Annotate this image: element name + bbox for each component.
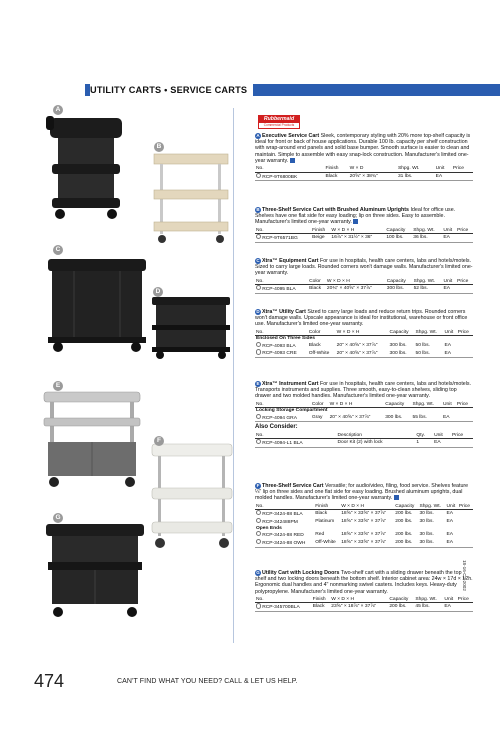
col-header: Price	[456, 279, 473, 285]
warranty-icon	[290, 158, 295, 163]
cart-photo-e	[40, 388, 144, 488]
product-d	[255, 309, 473, 358]
col-header: Shpg. Wt.	[397, 166, 435, 172]
product-name: Utility Cart with Locking Doors	[262, 570, 340, 576]
photo-label-e: E	[53, 381, 63, 391]
table-row: RCP-4093 BLA Black 20" × 40⅝" × 37⅞" 300 lbs. 50 lbs. EA	[255, 342, 473, 350]
col-header: Unit	[433, 433, 451, 439]
product-letter: C	[256, 258, 260, 263]
product-e	[255, 381, 473, 448]
product-name: Xtra™ Instrument Cart	[262, 381, 319, 387]
product-letter: E	[256, 381, 260, 386]
product-g	[255, 570, 473, 612]
spec-table	[255, 504, 473, 548]
catalog-code: 18-16-C2-2002	[462, 560, 467, 591]
product-description: For use in hospitals, health care centers, labs and hotels/motels. Transports instruments and supplies. Three smooth, easy-to-clean shelves, sliding top drawer and two molded handles. Manufacturer's limited one-year warranty.	[255, 381, 472, 400]
col-header: No.	[255, 166, 324, 172]
col-header: Price	[452, 166, 473, 172]
spec-table	[255, 597, 473, 612]
col-header: No.	[255, 402, 311, 408]
col-header: Price	[456, 228, 473, 234]
col-header: Unit	[442, 228, 456, 234]
table-row: RCP-345700BLA Black 23⅝" × 18⅞" × 37⅞" 200 lbs. 45 lbs. EA	[255, 603, 473, 612]
product-name: Three-Shelf Service Cart with Brushed Aluminum Uprights	[262, 207, 409, 213]
product-description: Ideal for office use. Shelves have one flat side for easy loading; lip on three sides. Easy to assemble. Manufacturer's limited one-year warranty.	[255, 207, 456, 226]
col-header: No.	[255, 228, 311, 234]
table-subhead: Locking Storage Compartment	[256, 408, 328, 414]
col-header: Color	[311, 402, 329, 408]
logo-tagline: Commercial Products	[259, 123, 299, 128]
col-header: Finish	[314, 504, 340, 510]
photo-label-d: D	[153, 287, 163, 297]
checkbox-icon[interactable]	[256, 510, 261, 515]
col-header: Unit	[444, 330, 457, 336]
col-header: W × D × H	[330, 228, 385, 234]
col-header: W × D × H	[336, 330, 389, 336]
col-header: No.	[255, 504, 314, 510]
photo-label-f: F	[154, 436, 164, 446]
table-row: RCP-3424-88 BLA Black 18⅝" × 33⅝" × 37⅞" 200 lbs. 30 lbs. EA	[255, 510, 473, 518]
col-header: Capacity	[385, 228, 412, 234]
checkbox-icon[interactable]	[256, 173, 261, 178]
col-header: Unit	[435, 166, 452, 172]
col-header: Finish	[311, 228, 330, 234]
col-header: Description	[336, 433, 415, 439]
checkbox-icon[interactable]	[256, 414, 261, 419]
checkbox-icon[interactable]	[256, 518, 261, 523]
cart-photo-d	[150, 295, 232, 360]
col-header: Capacity	[386, 279, 413, 285]
table-row: RCP-3424-88 OWH Off-White 18⅝" × 33⅝" × 37⅞" 200 lbs. 30 lbs. EA	[255, 539, 473, 547]
spec-table	[255, 330, 473, 359]
product-description: Sized to carry large loads and reduce return trips. Rounded corners won't damage walls. Upscale appearance is ideal for institutional, warehouse or front office use. Manufacturer's limited one-year warranty.	[255, 309, 468, 328]
product-name: Xtra™ Utility Cart	[262, 309, 306, 315]
product-description: Two-shelf cart with a sliding drawer beneath the top shelf and two locking doors beneath the bottom shelf. Interior cabinet area: 24w × 17d × 12h. Ergonomic dual handles and 4" nonmarking swivel casters. Includes keys. Heavy-duty polypropylene. Manufacturer's limited one-year warranty.	[255, 570, 473, 595]
checkbox-icon[interactable]	[256, 342, 261, 347]
logo-brand: Rubbermaid	[263, 116, 295, 122]
table-subhead: Open Ends	[256, 525, 282, 531]
product-letter: B	[256, 207, 260, 212]
col-header: Shpg. Wt.	[414, 597, 443, 603]
col-header: Price	[451, 433, 473, 439]
product-description: Sleek, contemporary styling with 20% more top-shelf capacity is ideal for front or back of house applications. Durable 100 lb. capacity per shelf construction with wrap-around end panels and solid base bumper. Smooth surface is easier to clean and maintain. Simple to assemble with easy snap-lock construction. Manufacturer's limited one-year warranty.	[255, 133, 471, 164]
warranty-icon	[353, 219, 358, 224]
product-description: Versatile; for audio/video, filing, food service. Shelves feature ¼" lip on three sides and one flat side for easy loading. Brushed aluminum uprights, dual molded handles. Manufacturer's limited one-year warranty.	[255, 483, 469, 502]
col-header: Shpg. Wt.	[412, 228, 442, 234]
photo-label-a: A	[53, 105, 63, 115]
spec-table	[255, 166, 473, 181]
col-header: W × D	[349, 166, 397, 172]
spec-table	[255, 279, 473, 294]
cart-photo-c	[42, 255, 152, 353]
cart-photo-g	[42, 520, 148, 620]
table-subhead: Enclosed On Three Sides	[256, 336, 315, 342]
cart-photo-f	[150, 440, 234, 550]
product-name: Executive Service Cart	[262, 133, 320, 139]
table-row: RCP-9T6571BG Beige 16⅞" × 31½" × 36" 100 lbs. 36 lbs. EA	[255, 234, 473, 243]
product-c	[255, 258, 473, 294]
checkbox-icon[interactable]	[256, 234, 261, 239]
product-f	[255, 483, 473, 548]
col-header: Finish	[312, 597, 331, 603]
col-header: Unit	[442, 402, 456, 408]
page-title: UTILITY CARTS • SERVICE CARTS	[90, 84, 253, 96]
rubbermaid-logo	[258, 115, 300, 129]
also-consider-table	[255, 433, 473, 448]
col-header: W × D × H	[330, 597, 388, 603]
page-number: 474	[34, 671, 65, 691]
checkbox-icon[interactable]	[256, 285, 261, 290]
col-header: Shpg. Wt.	[412, 402, 442, 408]
checkbox-icon[interactable]	[256, 531, 261, 536]
col-header: Unit	[443, 597, 456, 603]
col-header: Finish	[324, 166, 348, 172]
checkbox-icon[interactable]	[256, 539, 261, 544]
col-header: No.	[255, 433, 336, 439]
col-header: W × D × H	[340, 504, 394, 510]
spec-table	[255, 402, 473, 423]
col-header: Shpg. Wt.	[413, 279, 443, 285]
product-letter: F	[256, 483, 260, 488]
photo-label-g: G	[53, 513, 63, 523]
col-header: Color	[308, 330, 336, 336]
col-header: Shpg. Wt.	[418, 504, 445, 510]
also-consider-title: Also Consider:	[255, 424, 298, 431]
col-header: Unit	[443, 279, 457, 285]
spec-table	[255, 228, 473, 243]
table-row: RCP-4094 GRA Gray 20" × 40⅝" × 37⅞" 300 lbs. 55 lbs. EA	[255, 414, 473, 422]
product-a	[255, 133, 473, 181]
col-header: No.	[255, 279, 308, 285]
checkbox-icon[interactable]	[256, 439, 261, 444]
product-name: Xtra™ Equipment Cart	[262, 258, 319, 264]
col-header: Price	[457, 597, 473, 603]
cart-photo-b	[152, 150, 230, 245]
col-header: Color	[308, 279, 326, 285]
table-row: RCP-4093 CRE Off-White 20" × 40⅝" × 37⅞" 300 lbs. 50 lbs. EA	[255, 349, 473, 357]
table-row: RCP-342488PM Platinum 18⅝" × 33⅝" × 37⅞" 200 lbs. 30 lbs. EA	[255, 518, 473, 526]
col-header: W × D × H	[329, 402, 385, 408]
table-row: RCP-4094-L1 BLA Door Kit (2) with lock 1 EA	[255, 439, 473, 448]
table-row: RCP-3424-88 RED Red 18⅝" × 33⅝" × 37⅞" 200 lbs. 30 lbs. EA	[255, 531, 473, 539]
col-header: Capacity	[389, 330, 415, 336]
product-letter: D	[256, 309, 260, 314]
checkbox-icon[interactable]	[256, 603, 261, 608]
checkbox-icon[interactable]	[256, 349, 261, 354]
col-header: No.	[255, 330, 308, 336]
col-header: Price	[456, 402, 473, 408]
table-row: RCP-4095 BLA Black 20¾" × 40⅝" × 37⅞" 300 lbs. 52 lbs. EA	[255, 285, 473, 294]
col-header: Qty.	[415, 433, 433, 439]
column-divider	[233, 108, 234, 643]
product-letter: G	[256, 570, 260, 575]
col-header: Price	[457, 330, 473, 336]
warranty-icon	[394, 495, 399, 500]
col-header: Capacity	[394, 504, 418, 510]
footer-text: CAN'T FIND WHAT YOU NEED? CALL & LET US HELP.	[117, 678, 298, 685]
col-header: W × D × H	[326, 279, 386, 285]
table-row: RCP-9T6800BK Black 20⅝" × 38¾" 31 lbs. EA	[255, 172, 473, 181]
col-header: Shpg. Wt.	[415, 330, 444, 336]
product-b	[255, 207, 473, 243]
cart-photo-a	[42, 112, 130, 222]
photo-label-b: B	[154, 142, 164, 152]
col-header: Capacity	[384, 402, 411, 408]
product-letter: A	[256, 133, 260, 138]
col-header: Unit	[446, 504, 458, 510]
product-description: For use in hospitals, health care centers, labs and hotels/motels. Sized to carry large loads. Rounded corners won't damage walls. Manufacturer's limited one-year warranty.	[255, 258, 473, 277]
photo-label-c: C	[53, 245, 63, 255]
product-name: Three-Shelf Service Cart	[262, 483, 324, 489]
col-header: No.	[255, 597, 312, 603]
col-header: Price	[458, 504, 473, 510]
col-header: Capacity	[388, 597, 414, 603]
